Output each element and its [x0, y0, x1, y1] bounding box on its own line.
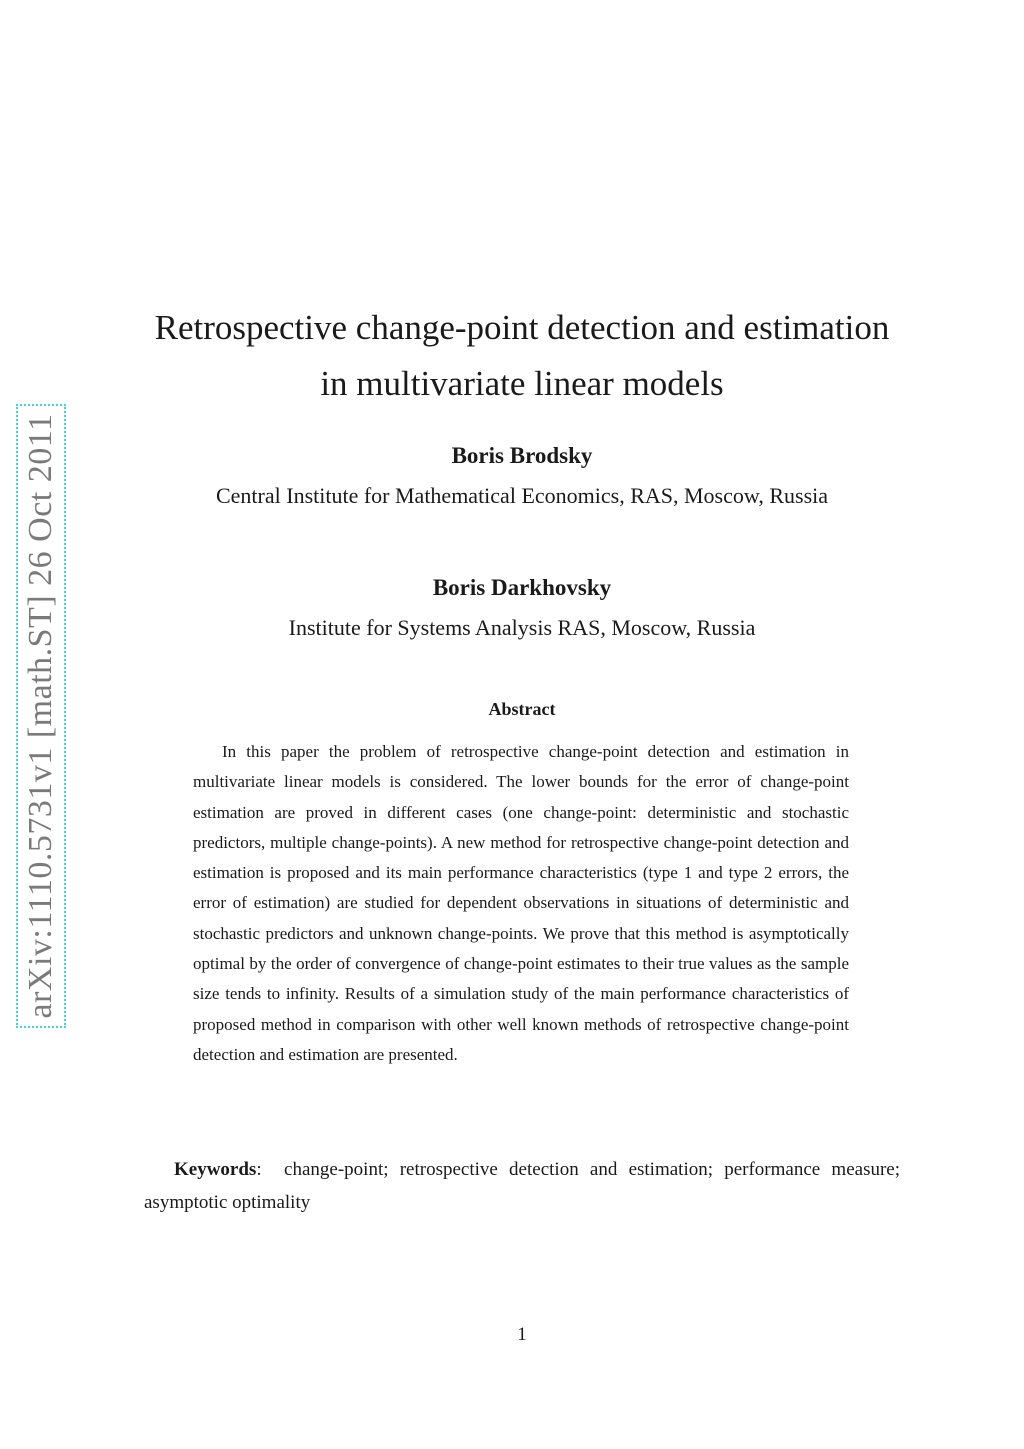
author-affiliation-2: Institute for Systems Analysis RAS, Moscow, Russia	[288, 615, 756, 640]
arxiv-stamp: arXiv:1110.5731v1 [math.ST] 26 Oct 2011	[22, 413, 59, 1019]
keywords-text: change-point; retrospective detection and estimation; performance measure; asymptotic optimality	[144, 1159, 901, 1213]
abstract-heading: Abstract	[488, 699, 556, 719]
author-affiliation-1: Central Institute for Mathematical Economics, RAS, Moscow, Russia	[215, 483, 829, 508]
paper-title	[0, 300, 1024, 412]
title-line-1: Retrospective change-point detection and estimation	[154, 308, 890, 347]
author-name-2: Boris Darkhovsky	[432, 575, 612, 600]
abstract-text: In this paper the problem of retrospective change-point detection and estimation in multivariate linear models is considered. The lower bounds for the error of change-point estimation are proved in different cases (one change-point: deterministic and stochastic predictors, multiple change-points). A new method for retrospective change-point detection and estimation is proposed and its main performance characteristics (type 1 and type 2 errors, the error of estimation) are studied for dependent observations in situations of deterministic and stochastic predictors and unknown change-points. We prove that this method is asymptotically optimal by the order of convergence of change-point estimates to their true values as the sample size tends to infinity. Results of a simulation study of the main performance characteristics of proposed method in comparison with other well known methods of retrospective change-point detection and estimation are presented.	[193, 742, 849, 1064]
keywords: Keywords: change-point; retrospective detection and estimation; performance measure; asymptotic optimality	[144, 1159, 901, 1213]
keywords-label: Keywords	[174, 1159, 257, 1180]
page-number: 1	[517, 1324, 527, 1345]
title-line-2: in multivariate linear models	[320, 364, 724, 403]
author-name-1: Boris Brodsky	[451, 443, 593, 468]
